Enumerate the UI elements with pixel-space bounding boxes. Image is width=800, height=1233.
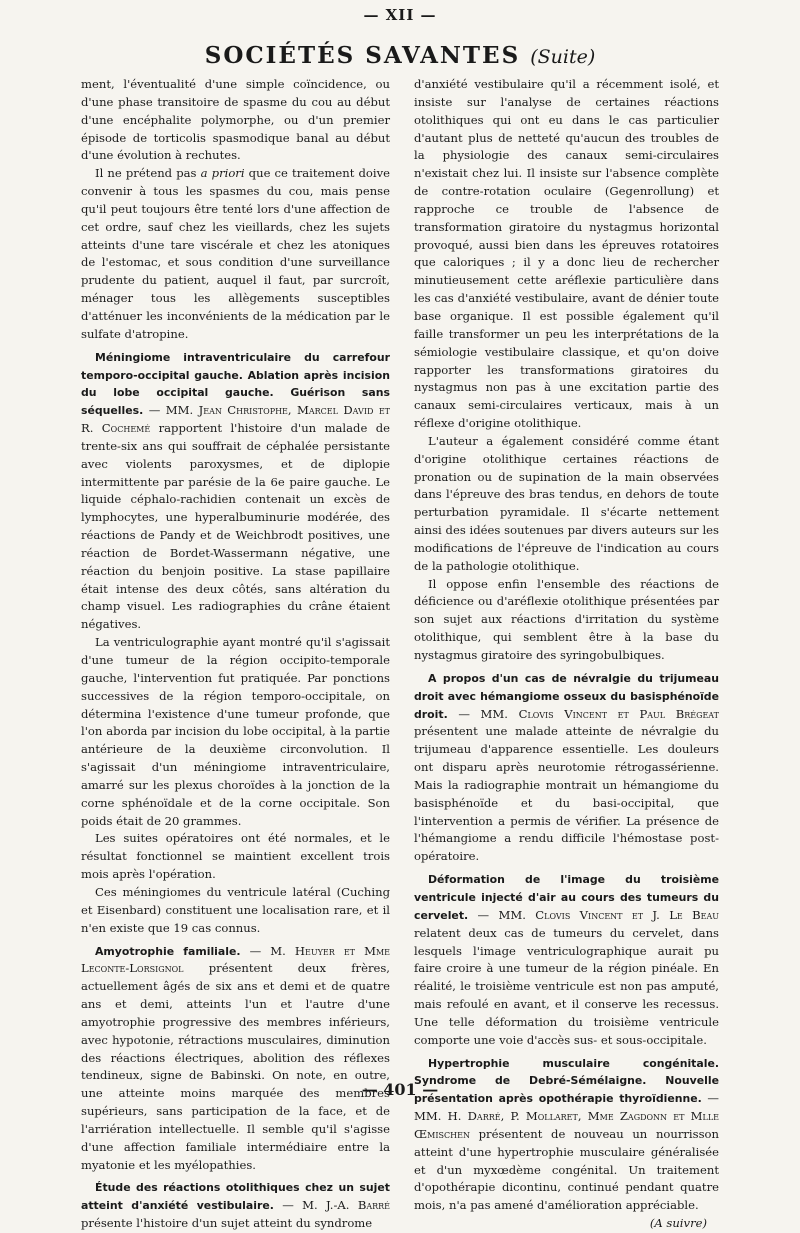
article-body: présentent une malade atteinte de névralgie du trijumeau d'apparence essentielle. Les douleurs ont disparu après neurotomie rétrogassérienne. Mais la radiographie montrait un hémangiome du basisphénoïde et du basi-occipital, que l'intervention a permis de vérifier. La présence de l'hémangiome a rendu difficile l'hémostase post-opératoire. bbox=[414, 724, 719, 864]
article-title: Hypertrophie musculaire congénitale. Syndrome de Debré-Sémélaigne. Nouvelle présentation après opothérapie thyroïdienne. bbox=[414, 1056, 719, 1106]
left-column bbox=[81, 76, 390, 1233]
page-number: — 401 — bbox=[361, 1080, 439, 1099]
article-title: Étude des réactions otolithiques chez un sujet atteint d'anxiété vestibulaire. bbox=[81, 1181, 390, 1213]
article-otolithiques bbox=[81, 1179, 390, 1233]
right-column bbox=[414, 76, 719, 1233]
paragraph bbox=[81, 165, 390, 343]
text-run: — MM. bbox=[143, 403, 199, 418]
paragraph: d'anxiété vestibulaire qu'il a récemment isolé, et insiste sur l'analyse de certaines réactions otolithiques qui ont eu dans le cas particulier d'autant plus de netteté qu'aucun des troubles de la physiologie des canaux semi-circulaires n'existait chez lui. Il insiste sur l'absence complète de contre-rotation oculaire (Gegenrollung) et rapproche ce trouble de l'absence de transformation giratoire du nystagmus horizontal provoqué, aussi bien dans les épreuves rotatoires que caloriques ; il y a donc lieu de rechercher minutieusement cette aréflexie particulière dans les cas d'anxiété vestibulaire, avant de dénier toute base organique. Il est possible également qu'il faille transformer un peu les interprétations de la sémiologie vestibulaire classique, et qu'on doive rapporter les transformations giratoires du nystagmus non pas à une excitation partie des canaux semi-circulaires verticaux, mais à un réflexe d'origine otolithique. bbox=[414, 77, 719, 431]
article-title: A propos d'un cas de névralgie du trijumeau droit avec hémangiome osseux du basisphénoïde droit. bbox=[414, 671, 719, 721]
paragraph: La ventriculographie ayant montré qu'il s'agissait d'une tumeur de la région occipito-temporale gauche, l'intervention fut pratiquée. Par ponctions successives de la région temporo-occipitale, on détermina l'existence d'une tumeur profonde, que l'on aborda par incision du lobe occipital, à la partie antérieure de la deuxième circonvolution. Il s'agissait d'un méningiome intraventriculaire, amarré sur les plexus choroïdes à la jonction de la corne sphénoïdale et de la corne occipitale. Son poids était de 20 grammes. bbox=[81, 635, 390, 828]
text-run: — M. bbox=[240, 943, 295, 958]
article-body: présentent de nouveau un nourrisson atteint d'une hypertrophie musculaire généralisée et d'un myxœdème congénital. Un traitement d'opothérapie dicontinu, continué pendant quatre mois, n'a pas amené d'amélioration appréciable. bbox=[414, 1126, 719, 1213]
paragraph: L'auteur a également considéré comme étant d'origine otolithique certaines réactions de pronation ou de supination de la main observées dans l'épreuve des bras tendus, en dehors de toute perturbation pyramidale. Il s'écarte nettement ainsi des idées soutenues par divers auteurs sur les modifications de l'épreuve de l'indication au cours de la pathologie otolithique. bbox=[414, 433, 719, 573]
paragraph: Les suites opératoires ont été normales, et le résultat fonctionnel se maintient excellent trois mois après l'opération. bbox=[81, 831, 390, 882]
article-body: relatent deux cas de tumeurs du cervelet, dans lesquels l'image ventriculographique aurait pu faire croire à une tumeur de la région pinéale. En réalité, le troisième ventricule est non pas amputé, mais refoulé en avant, et il conserve les recessus. Une telle déformation du troisième ventricule comporte une voie d'accès sus- et sous-occipitale. bbox=[414, 925, 719, 1047]
article-authors: Clovis Vincent et J. Le Beau bbox=[535, 907, 719, 922]
text-run: — MM. bbox=[447, 706, 519, 721]
paragraph: Il oppose enfin l'ensemble des réactions de déficience ou d'aréflexie otolithique présentées par son sujet aux réactions d'irritation du système otolithique, qui semblent être à la base du nystagmus giratoire des syringobulbiques. bbox=[414, 576, 719, 662]
article-deformation bbox=[414, 871, 719, 1049]
article-body: présentent deux frères, actuellement âgés de six ans et demi et de quatre ans et demi, atteints l'un et l'autre d'une amyotrophie progressive des membres inférieurs, avec hypotonie, rétractions musculaires, diminution des réactions électriques, abolition des réflexes tendineux, signe de Babinski. On note, en outre, une atteinte moins marquée des membres supérieurs, sans participation de la face, et de l'arriération intellectuelle. Il semble qu'il s'agisse d'une affection familiale intermédiaire entre la myatonie et les myélopathies. bbox=[81, 961, 390, 1172]
paragraph: Ces méningiomes du ventricule latéral (Cuching et Eisenbard) constituent une localisation rare, et il n'en existe que 19 cas connus. bbox=[81, 884, 390, 935]
text-run: — MM. H. bbox=[414, 1091, 719, 1124]
article-authors: Darré, P. Mollaret, Mme Zagdonn et Mlle Œmischen bbox=[414, 1109, 719, 1141]
article-title: Amyotrophie familiale. bbox=[95, 944, 241, 958]
article-amyotrophie bbox=[81, 943, 390, 1175]
article-body: rapportent l'histoire d'un malade de trente-six ans qui souffrait de céphalée persistante avec violents paroxysmes, et de diplopie intermittente par parésie de la 6e paire gauche. Le liquide céphalo-rachidien contenait un excès de lymphocytes, une hyperalbuminurie modérée, des réactions de Pandy et de Weichbrodt positives, une réaction de Bordet-Wassermann négative, une réaction du benjoin positive. La stase papillaire était intense des deux côtés, sans altération du champ visuel. Les radiographies du crâne étaient négatives. bbox=[81, 421, 391, 632]
page-roman-numeral: — XII — bbox=[363, 6, 437, 24]
article-meningiome bbox=[81, 349, 390, 635]
section-title-text: SOCIÉTÉS SAVANTES bbox=[204, 42, 521, 69]
article-authors: Jean Christophe, Marcel David et R. Cochemé bbox=[81, 403, 391, 436]
article-authors: Heuyer et Mme Leconte-Lorsignol bbox=[81, 943, 390, 976]
text-run: — M. J.-A. bbox=[273, 1198, 358, 1213]
article-title: Déformation de l'image du troisième ventricule injecté d'air au cours des tumeurs du cervelet. bbox=[414, 873, 719, 922]
article-title: Méningiome intraventriculaire du carrefour temporo-occipital gauche. Ablation après incision du lobe occipital gauche. Guérison sans séquelles. bbox=[81, 350, 390, 418]
section-title bbox=[0, 42, 800, 69]
article-nevralgie bbox=[414, 670, 719, 866]
article-body: présente l'histoire d'un sujet atteint du syndrome bbox=[81, 1216, 373, 1231]
to-be-continued: (A suivre) bbox=[649, 1216, 707, 1231]
section-title-suffix: (Suite) bbox=[530, 46, 596, 68]
paragraph: ment, l'éventualité d'une simple coïncidence, ou d'une phase transitoire de spasme du cou au début d'une encéphalite polymorphe, ou d'un premier épisode de torticolis spasmodique banal au début d'une évolution à rechutes. bbox=[81, 77, 390, 163]
italic-text: a priori bbox=[200, 166, 245, 181]
text-run: — MM. bbox=[468, 907, 536, 922]
article-authors: Barré bbox=[357, 1198, 390, 1213]
text-run: que ce traitement doive convenir à tous les spasmes du cou, mais pense qu'il peut toujours être tenté lors d'une affection de cet ordre, sauf chez les vieillards, chez les sujets atteints d'une tare viscérale et chez les atoniques de l'estomac, et sous condition d'une surveillance prudente du patient, auquel il faut, par surcroît, ménager tous les allègements susceptibles d'atténuer les inconvénients de la médication par le sulfate d'atropine. bbox=[81, 166, 390, 341]
text-run: Il ne prétend pas bbox=[95, 166, 201, 181]
article-authors: Clovis Vincent et Paul Brégeat bbox=[518, 706, 719, 721]
article-hypertrophie bbox=[414, 1055, 719, 1216]
